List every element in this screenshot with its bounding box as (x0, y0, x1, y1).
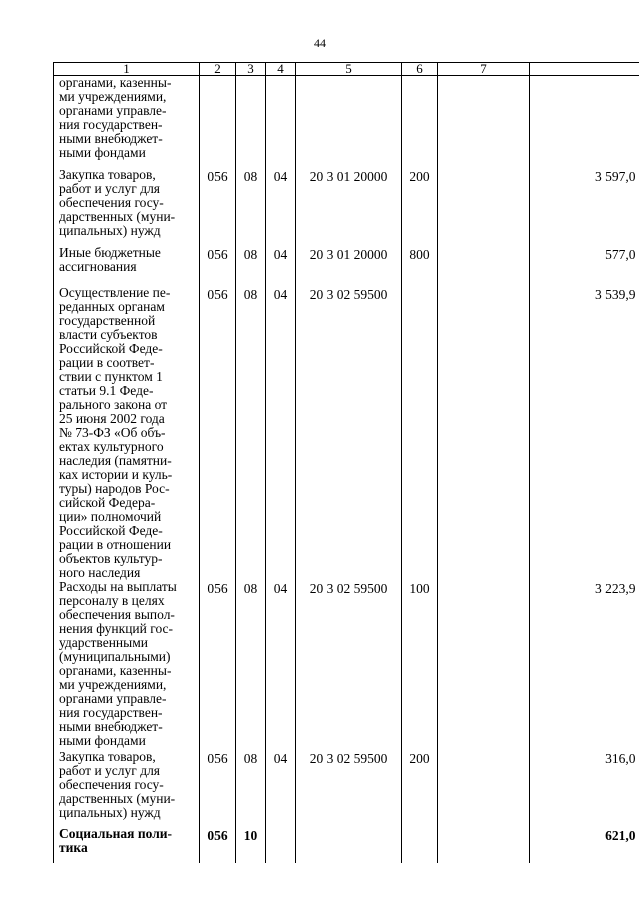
row-col-2 (200, 76, 236, 168)
row-col-7 (438, 168, 530, 246)
row-amount: 3 223,9 (530, 580, 639, 750)
budget-table (53, 62, 639, 863)
header-row (54, 63, 639, 76)
row-col-2: 056 (200, 168, 236, 246)
row-col-4 (266, 76, 296, 168)
row-description: органами, казенны- ми учреждениями, органами управле- ния государствен- ными внебюджет- ными фондами (59, 75, 172, 160)
row-amount: 3 597,0 (530, 168, 639, 246)
row-description: Социальная поли- тика (59, 825, 173, 855)
row-col-3 (236, 76, 266, 168)
row-col-7 (438, 246, 530, 286)
header-col-8 (530, 63, 639, 76)
table-row (54, 76, 639, 168)
row-amount: 621,0 (530, 827, 639, 863)
row-col-4: 04 (266, 286, 296, 580)
row-col-2: 056 (200, 580, 236, 750)
row-col-4 (266, 827, 296, 863)
header-col-7: 7 (438, 63, 530, 76)
row-col-3: 08 (236, 580, 266, 750)
page-number: 44 (314, 36, 326, 50)
row-col-4: 04 (266, 580, 296, 750)
table-row (54, 750, 639, 827)
row-col-5 (296, 827, 402, 863)
row-description: Закупка товаров, работ и услуг для обеспечения госу- дарственных (муни- ципальных) нужд (59, 748, 176, 820)
header-col-2: 2 (200, 63, 236, 76)
row-col-2: 056 (200, 286, 236, 580)
header-col-3: 3 (236, 63, 266, 76)
row-col-3: 08 (236, 750, 266, 827)
row-col-2: 056 (200, 246, 236, 286)
row-col-3: 08 (236, 286, 266, 580)
table-row (54, 580, 639, 750)
row-col-7 (438, 750, 530, 827)
row-col-2: 056 (200, 750, 236, 827)
row-description: Расходы на выплаты персоналу в целях обеспечения выпол- нения функций гос- ударственными (муниципальными) органами, казенны- ми учреждениями, органами управле- ния государствен- ными внебюджет- ными фондами (59, 578, 177, 748)
row-col-3: 08 (236, 168, 266, 246)
row-col-5: 20 3 02 59500 (296, 750, 402, 827)
row-col-5 (296, 76, 402, 168)
row-col-4: 04 (266, 750, 296, 827)
row-col-7 (438, 827, 530, 863)
row-amount: 3 539,9 (530, 286, 639, 580)
row-amount: 577,0 (530, 246, 639, 286)
row-col-2: 056 (200, 827, 236, 863)
row-description: Закупка товаров, работ и услуг для обеспечения госу- дарственных (муни- ципальных) нужд (59, 166, 176, 238)
header-col-4: 4 (266, 63, 296, 76)
header-col-5: 5 (296, 63, 402, 76)
row-col-5: 20 3 01 20000 (296, 168, 402, 246)
row-col-3: 08 (236, 246, 266, 286)
row-col-6 (402, 286, 438, 580)
table-row (54, 168, 639, 246)
header-col-1: 1 (54, 63, 200, 76)
row-col-6: 100 (402, 580, 438, 750)
table-row (54, 286, 639, 580)
row-col-6: 200 (402, 168, 438, 246)
row-col-6 (402, 76, 438, 168)
row-col-6 (402, 827, 438, 863)
row-col-7 (438, 286, 530, 580)
row-col-5: 20 3 02 59500 (296, 580, 402, 750)
row-col-6: 800 (402, 246, 438, 286)
row-col-4: 04 (266, 168, 296, 246)
row-col-7 (438, 580, 530, 750)
row-amount: 316,0 (530, 750, 639, 827)
row-col-6: 200 (402, 750, 438, 827)
row-col-5: 20 3 02 59500 (296, 286, 402, 580)
row-col-7 (438, 76, 530, 168)
header-col-6: 6 (402, 63, 438, 76)
row-col-5: 20 3 01 20000 (296, 246, 402, 286)
row-description: Осуществление пе- реданных органам государственной власти субъектов Российской Феде- рации в соответ- ствии с пунктом 1 статьи 9.1 Феде- рального закона от 25 июня 2002 года № 73-ФЗ «Об объ- ектах культурного наследия (памятни- ках истории и куль- туры) народов Рос- сийской Федера- ции» полномочий Российской Феде- рации в отношении объектов культур- ного наследия (59, 284, 173, 580)
table-row (54, 827, 639, 863)
row-col-4: 04 (266, 246, 296, 286)
table-row (54, 246, 639, 286)
row-amount (530, 76, 639, 168)
row-description: Иные бюджетные ассигнования (59, 244, 161, 274)
row-col-3: 10 (236, 827, 266, 863)
